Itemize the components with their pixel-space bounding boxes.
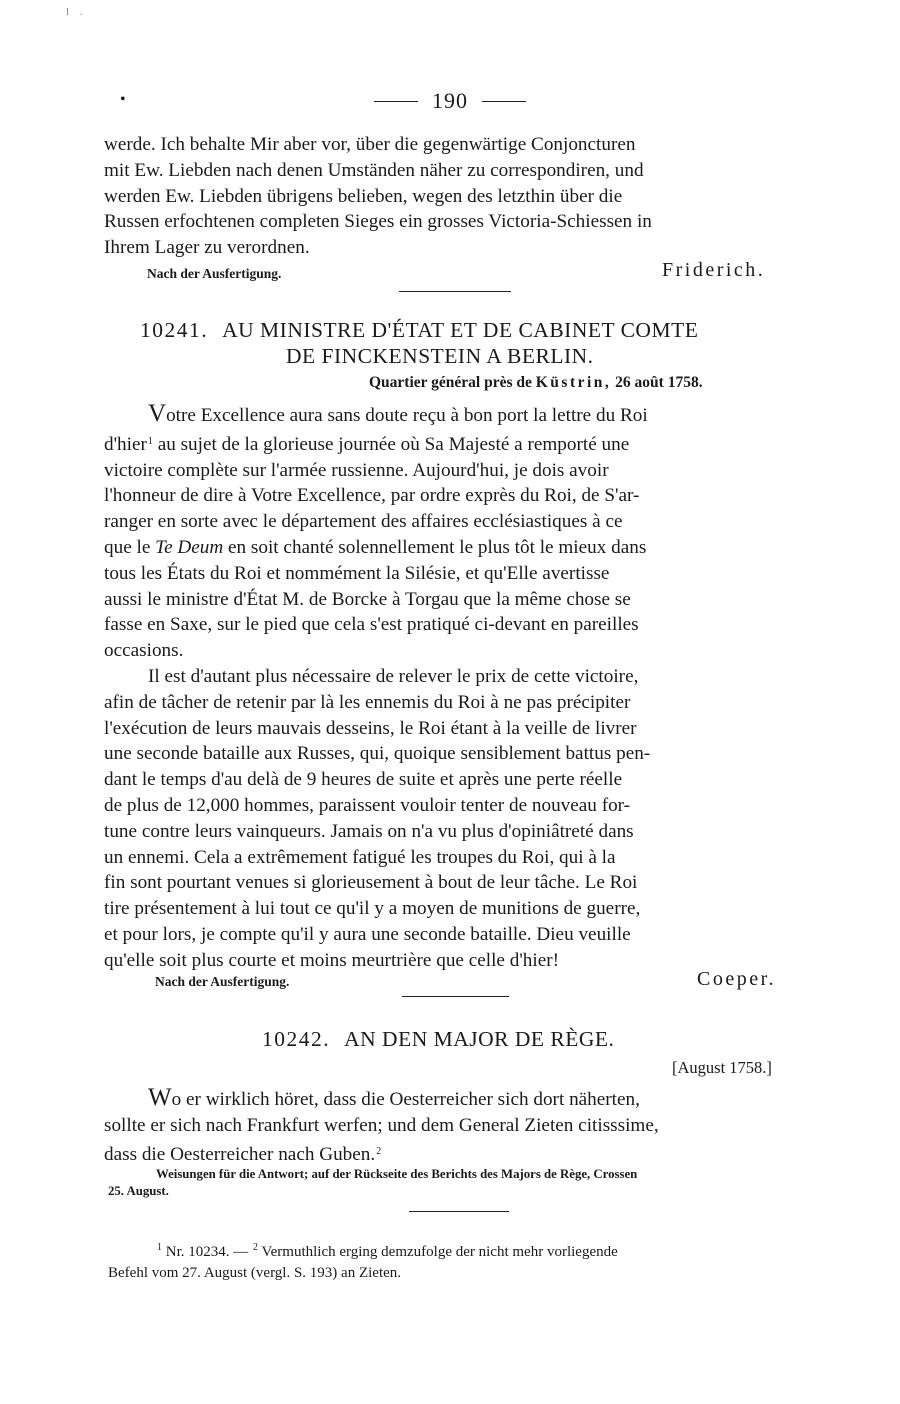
letter-heading xyxy=(262,1027,614,1052)
footnotes xyxy=(108,1237,810,1284)
paragraph xyxy=(104,1085,806,1167)
italic-te-deum: Te Deum xyxy=(155,536,224,558)
letter-10242-body xyxy=(104,1085,806,1167)
text-line: que le Te Deum en soit chanté solennellement le plus tôt le mieux dans xyxy=(104,536,647,558)
footnote-line xyxy=(108,1237,810,1263)
letter-number: 10241. xyxy=(140,318,209,342)
text-line: fasse en Saxe, sur le pied que cela s'est pratiqué ci-devant en pareilles xyxy=(104,614,639,636)
footnote-line: Befehl vom 27. August (vergl. S. 193) an Zieten. xyxy=(108,1265,402,1281)
place-date xyxy=(369,374,703,392)
header-dash-right xyxy=(482,101,526,102)
source-note: Nach der Ausfertigung. xyxy=(147,266,282,281)
page-header xyxy=(0,88,900,114)
text-line: qu'elle soit plus courte et moins meurtrière que celle d'hier! xyxy=(104,949,560,971)
note-line: 25. August. xyxy=(108,1184,169,1198)
source-note: Nach der Ausfertigung. xyxy=(155,974,290,989)
stray-dot: • xyxy=(120,91,126,108)
text-line: Il est d'autant plus nécessaire de relever le prix de cette victoire, xyxy=(148,665,639,687)
text-line: de plus de 12,000 hommes, paraissent vouloir tenter de nouveau for- xyxy=(104,794,631,816)
footnote-2: Vermuthlich erging demzufolge der nicht mehr vorliegende xyxy=(261,1244,618,1260)
previous-letter-continuation xyxy=(104,132,806,261)
paragraph-2 xyxy=(104,664,806,974)
date: 26 août 1758. xyxy=(615,374,703,391)
editorial-note xyxy=(108,1166,810,1200)
place: Quartier général près de xyxy=(369,374,532,391)
text-line: dant le temps d'au delà de 9 heures de suite et après une perte réelle xyxy=(104,769,623,791)
letter-number: 10242. xyxy=(262,1027,331,1051)
letter-10241-body xyxy=(104,401,806,974)
text-line: werde. Ich behalte Mir aber vor, über die gegenwärtige Conjoncturen xyxy=(104,134,636,155)
note-line: Weisungen für die Antwort; auf der Rückseite des Berichts des Majors de Rège, Crossen xyxy=(156,1167,638,1181)
footnote-ref-2: 2 xyxy=(376,1145,382,1157)
text-line: dass die Oesterreicher nach Guben.$^2$ xyxy=(104,1143,382,1165)
text-line: sollte er sich nach Frankfurt werfen; und dem General Zieten citisssime, xyxy=(104,1114,659,1136)
text-line: Votre Excellence aura sans doute reçu à bon port la lettre du Roi xyxy=(148,400,648,427)
page-number: 190 xyxy=(432,88,468,113)
continuation-paragraph xyxy=(104,132,806,261)
text-line: d'hier$^1$ au sujet de la glorieuse journée où Sa Majesté a remporté une xyxy=(104,433,630,455)
text-line: une seconde bataille aux Russes, qui, quoique sensiblement battus pen- xyxy=(104,743,651,765)
text-line: un ennemi. Cela a extrêmement fatigué les troupes du Roi, qui à la xyxy=(104,846,616,868)
section-divider xyxy=(409,1211,509,1212)
text-line: et pour lors, je compte qu'il y aura une seconde bataille. Dieu veuille xyxy=(104,923,631,945)
text-line: occasions. xyxy=(104,640,184,662)
date: [August 1758.] xyxy=(672,1058,772,1077)
letter-heading-line2: DE FINCKENSTEIN A BERLIN. xyxy=(286,344,594,368)
text-line: Russen erfochtenen completen Sieges ein grosses Victoria-Schiessen in xyxy=(104,211,652,233)
text-line: mit Ew. Liebden nach denen Umständen näher zu correspondiren, und xyxy=(104,159,644,181)
section-divider xyxy=(402,996,509,997)
text-line: fin sont pourtant venues si glorieusement à bout de leur tâche. Le Roi xyxy=(104,872,638,894)
text-line: aussi le ministre d'État M. de Borcke à Torgau que la même chose se xyxy=(104,588,631,610)
text-line: l'honneur de dire à Votre Excellence, par ordre exprès du Roi, de S'ar- xyxy=(104,485,640,507)
signature: Coeper. xyxy=(697,968,777,990)
text-line: werden Ew. Liebden übrigens belieben, wegen des letzthin über die xyxy=(104,185,623,207)
letter-title-line1: AU MINISTRE D'ÉTAT ET DE CABINET COMTE xyxy=(222,318,699,342)
footnote-mark-2: 2 xyxy=(253,1242,258,1253)
footnote-mark-1: 1 xyxy=(157,1242,162,1253)
letter-heading xyxy=(140,318,698,343)
text-line: Wo er wirklich höret, dass die Oesterreicher sich dort näherten, xyxy=(148,1084,640,1111)
text-line: tune contre leurs vainqueurs. Jamais on n'a vu plus d'opiniâtreté dans xyxy=(104,820,634,842)
letter-title: AN DEN MAJOR DE RÈGE. xyxy=(344,1027,615,1051)
text-line: Ihrem Lager zu verordnen. xyxy=(104,237,310,259)
initial-letter: W xyxy=(148,1084,172,1111)
text-line: victoire complète sur l'armée russienne. Aujourd'hui, je dois avoir xyxy=(104,459,609,481)
text-line: afin de tâcher de retenir par là les ennemis du Roi à ne pas précipiter xyxy=(104,691,631,713)
text-line: tous les États du Roi et nommément la Silésie, et qu'Elle avertisse xyxy=(104,562,610,584)
text-line: l'exécution de leurs mauvais desseins, le Roi étant à la veille de livrer xyxy=(104,717,637,739)
section-divider xyxy=(399,291,511,292)
text-line: tire présentement à lui tout ce qu'il y a moyen de munitions de guerre, xyxy=(104,898,641,920)
header-dash-left xyxy=(374,101,418,102)
footnote-ref-1: 1 xyxy=(147,435,153,447)
place-town: Küstrin, xyxy=(535,374,612,391)
footnote-1: Nr. 10234. — xyxy=(165,1244,249,1260)
initial-letter: V xyxy=(148,400,167,427)
paragraph-1 xyxy=(104,401,806,664)
signature: Friderich. xyxy=(662,259,766,281)
corner-mark: l . xyxy=(66,6,87,18)
text-line: ranger en sorte avec le département des affaires ecclésiastiques à ce xyxy=(104,511,623,533)
